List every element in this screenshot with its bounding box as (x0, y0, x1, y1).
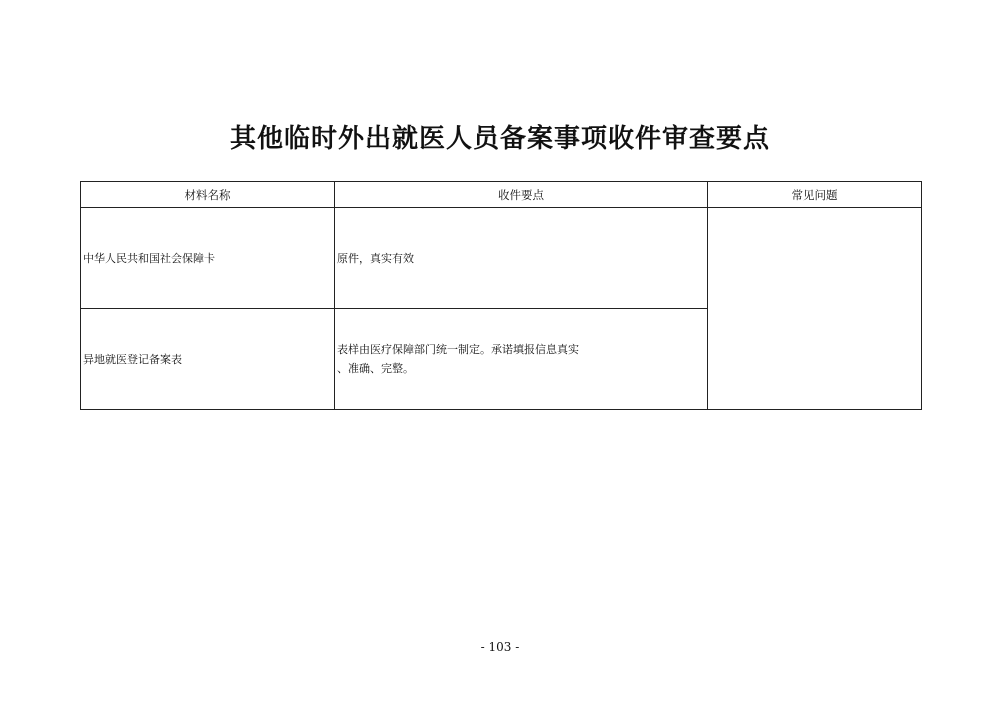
table-row (81, 208, 922, 309)
page-title: 其他临时外出就医人员备案事项收件审查要点 (229, 124, 770, 154)
table-header-row (81, 182, 922, 208)
material-name-cell: 中华人民共和国社会保障卡 (81, 208, 335, 309)
review-points-table (80, 181, 922, 410)
requirements-line: 、准确、完整。 (337, 362, 414, 375)
material-name-cell: 异地就医登记备案表 (81, 309, 335, 410)
header-material-name: 材料名称 (81, 182, 335, 208)
common-issues-cell (708, 208, 922, 410)
page-number: - 103 - (480, 640, 520, 654)
requirements-cell (335, 309, 708, 410)
requirements-cell (335, 208, 708, 309)
requirements-line: 原件，真实有效 (337, 251, 414, 265)
requirements-line: 表样由医疗保障部门统一制定。承诺填报信息真实 (337, 343, 579, 356)
header-common-issues: 常见问题 (708, 182, 922, 208)
header-requirements: 收件要点 (335, 182, 708, 208)
